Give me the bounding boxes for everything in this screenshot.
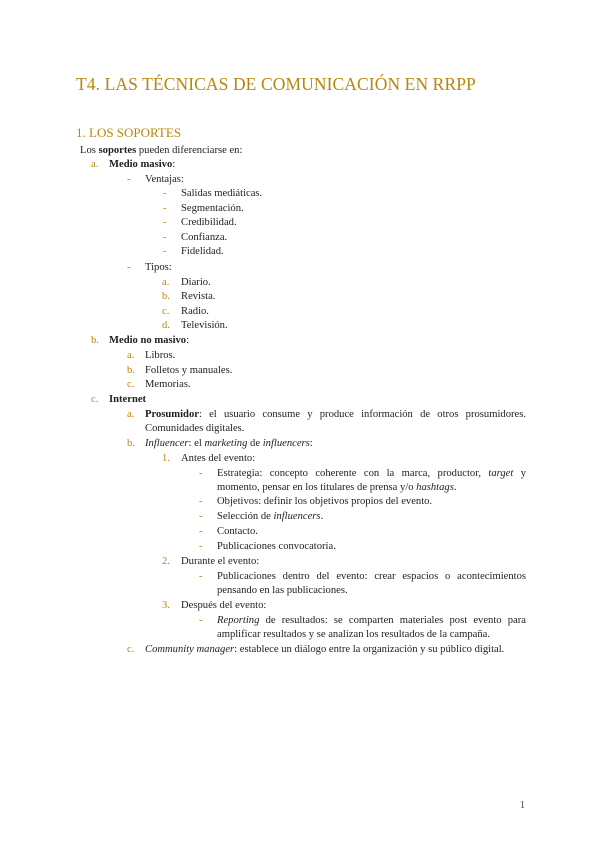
- list-marker: b.: [91, 335, 99, 346]
- antes-label: Antes del evento:: [181, 453, 256, 464]
- list-marker: d.: [162, 320, 170, 331]
- list-marker: -: [199, 541, 203, 552]
- list-marker: -: [163, 217, 167, 228]
- list-marker: 2.: [162, 556, 170, 567]
- list-marker: -: [163, 232, 167, 243]
- list-marker: -: [199, 571, 203, 582]
- list-item: Segmentación.: [181, 203, 244, 214]
- list-marker: -: [163, 246, 167, 257]
- list-marker: -: [199, 615, 203, 626]
- list-item: Revista.: [181, 291, 216, 302]
- internet-heading: Internet: [109, 394, 147, 405]
- ventajas-label: Ventajas:: [145, 174, 184, 185]
- list-marker: 1.: [162, 453, 170, 464]
- medio-no-masivo-heading: Medio no masivo:: [109, 335, 190, 346]
- list-marker: c.: [127, 379, 135, 390]
- list-marker: -: [127, 262, 131, 273]
- estrategia-line: Estrategia: concepto coherente con la marca, productor, target y: [217, 468, 526, 479]
- list-marker: a.: [162, 277, 170, 288]
- list-marker: c.: [91, 394, 99, 405]
- community-line: Community manager: establece un diálogo entre la organización y su público digital.: [145, 644, 505, 655]
- list-marker: -: [199, 526, 203, 537]
- list-item: Credibilidad.: [181, 217, 237, 228]
- list-marker: c.: [127, 644, 135, 655]
- list-marker: -: [163, 188, 167, 199]
- list-item: Fidelidad.: [181, 246, 224, 257]
- intro-line: Los soportes pueden diferenciarse en:: [80, 145, 243, 156]
- prosumidor-line: Prosumidor: el usuario consume y produce información de otros prosumidores.: [145, 409, 526, 420]
- list-marker: a.: [127, 350, 135, 361]
- list-item: Confianza.: [181, 232, 228, 243]
- list-marker: a.: [127, 409, 135, 420]
- list-marker: b.: [162, 291, 170, 302]
- list-marker: -: [199, 496, 203, 507]
- list-marker: -: [199, 468, 203, 479]
- despues-line-2: amplificar resultados y se analizan los resultados de la campaña.: [217, 629, 490, 640]
- prosumidor-line-2: Comunidades digitales.: [145, 423, 245, 434]
- despues-line: Reporting de resultados: se comparten materiales post evento para: [217, 615, 526, 626]
- tipos-label: Tipos:: [145, 262, 172, 273]
- list-marker: b.: [127, 438, 135, 449]
- list-item: Memorias.: [145, 379, 191, 390]
- list-marker: -: [199, 511, 203, 522]
- list-item: Radio.: [181, 306, 209, 317]
- list-marker: a.: [91, 159, 99, 170]
- list-item: Selección de influencers.: [217, 511, 324, 522]
- durante-line: Publicaciones dentro del evento: crear espacios o acontecimientos: [217, 571, 526, 582]
- list-item: Televisión.: [181, 320, 228, 331]
- list-item: Libros.: [145, 350, 176, 361]
- list-item: Objetivos: definir los objetivos propios del evento.: [217, 496, 433, 507]
- list-marker: -: [163, 203, 167, 214]
- durante-line-2: pensando en las publicaciones.: [217, 585, 348, 596]
- list-item: Publicaciones convocatoria.: [217, 541, 336, 552]
- estrategia-line-2: momento, pensar en los titulares de prensa y/o hashtags.: [217, 482, 457, 493]
- list-marker: 3.: [162, 600, 170, 611]
- despues-label: Después del evento:: [181, 600, 267, 611]
- list-marker: -: [127, 174, 131, 185]
- durante-label: Durante el evento:: [181, 556, 260, 567]
- list-item: Salidas mediáticas.: [181, 188, 263, 199]
- list-item: Contacto.: [217, 526, 258, 537]
- page-title: T4. LAS TÉCNICAS DE COMUNICACIÓN EN RRPP: [76, 74, 476, 94]
- list-marker: c.: [162, 306, 170, 317]
- section-heading: 1. LOS SOPORTES: [76, 125, 182, 140]
- list-marker: b.: [127, 365, 135, 376]
- influencer-heading: Influencer: el marketing de influencers:: [145, 438, 313, 449]
- page-number: 1: [520, 800, 525, 811]
- medio-masivo-heading: Medio masivo:: [109, 159, 176, 170]
- list-item: Folletos y manuales.: [145, 365, 233, 376]
- list-item: Diario.: [181, 277, 211, 288]
